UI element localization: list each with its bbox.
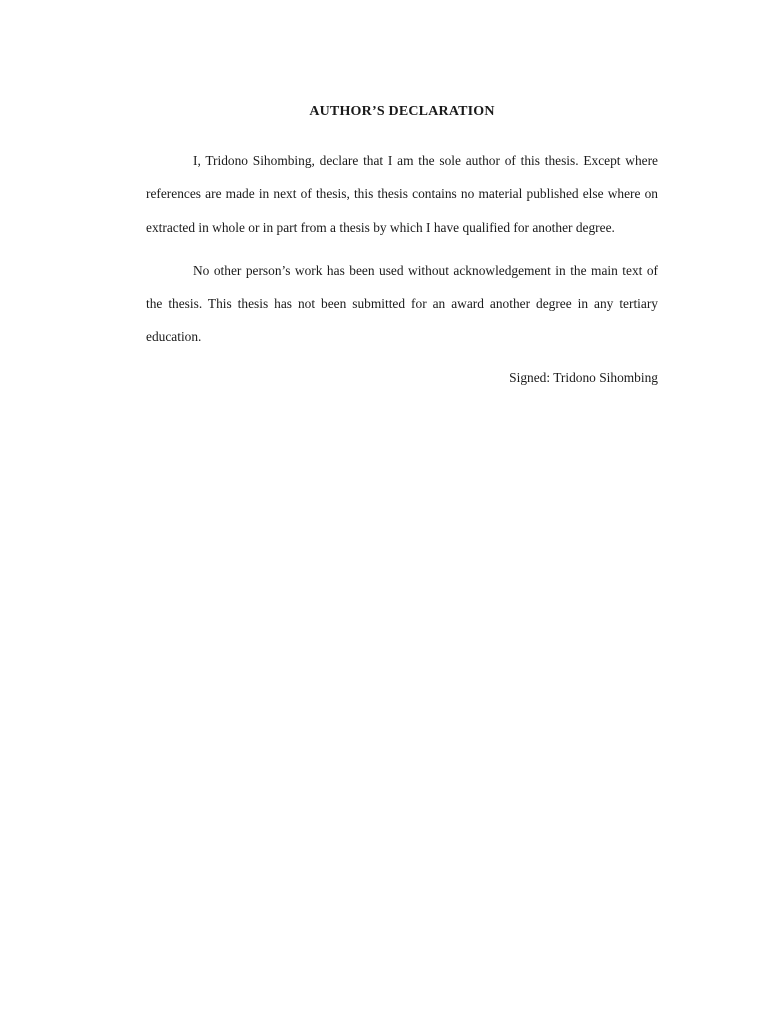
signature-line: Signed: Tridono Sihombing: [509, 369, 658, 385]
declaration-paragraph-2: No other person’s work has been used without acknowledgement in the main text of the thesis. This thesis has not been submitted for an award another degree in any tertiary education.: [146, 262, 658, 345]
declaration-title: AUTHOR’S DECLARATION: [309, 104, 495, 119]
declaration-content: [146, 100, 658, 390]
declaration-paragraph-1: I, Tridono Sihombing, declare that I am the sole author of this thesis. Except where references are made in next of thesis, this thesis contains no material published else where on extracted in whole or in part from a thesis by which I have qualified for another degree.: [146, 153, 658, 235]
